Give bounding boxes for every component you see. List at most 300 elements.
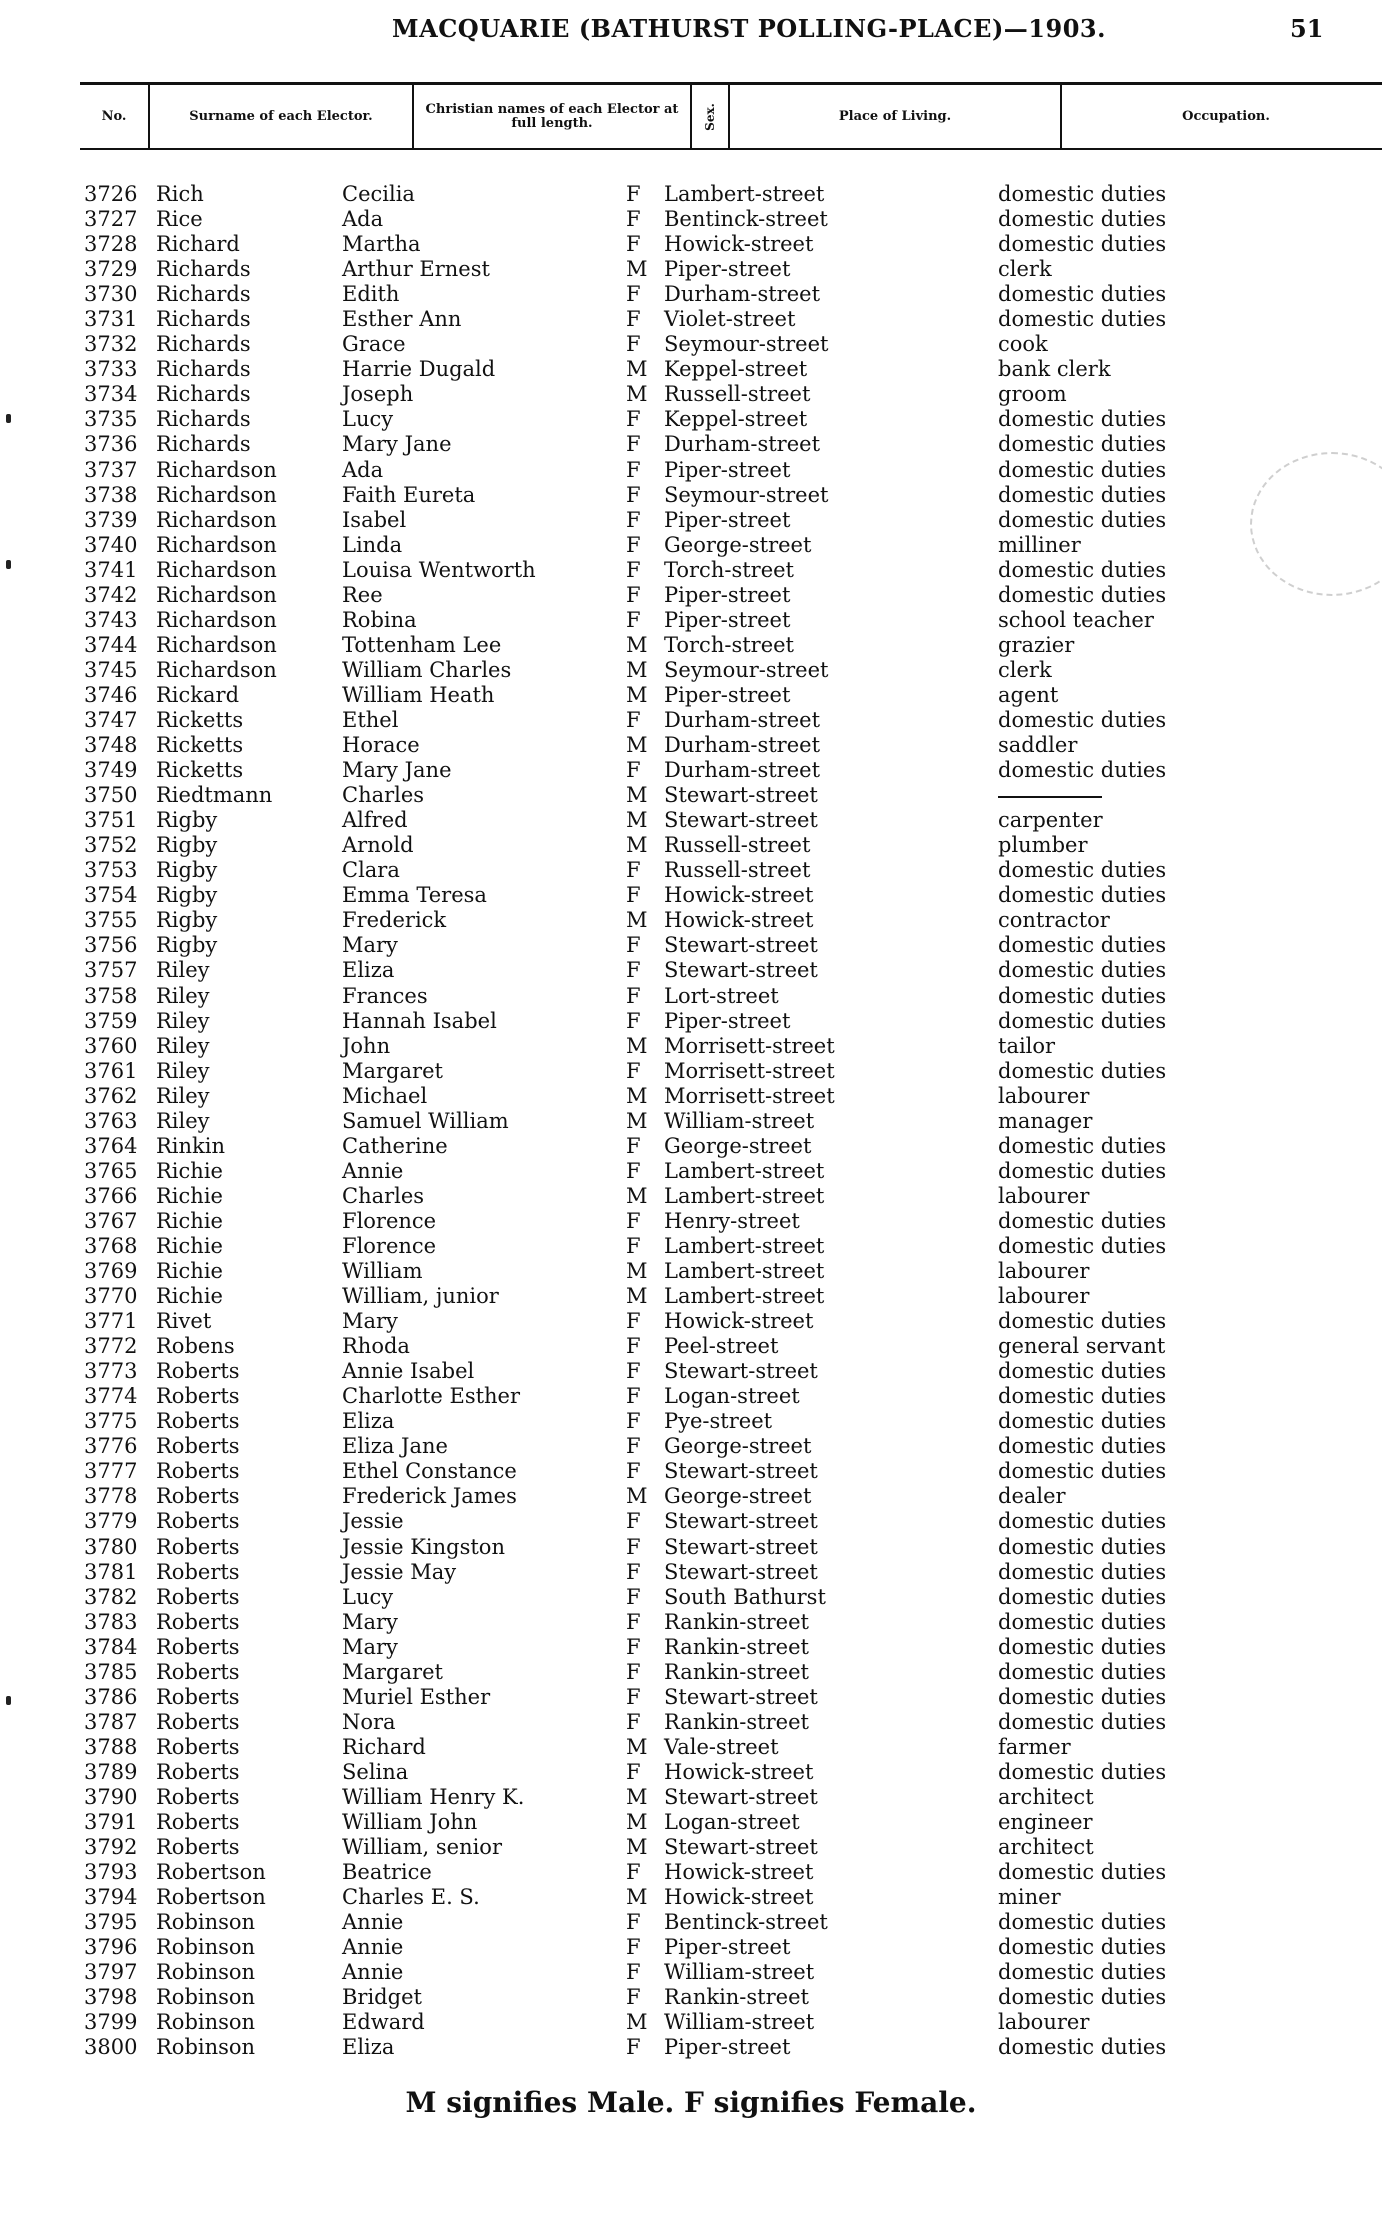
elector-christian-names: Alfred [342, 808, 408, 833]
elector-occupation: domestic duties [998, 1434, 1167, 1459]
elector-surname: Rigby [156, 883, 218, 908]
elector-christian-names: William, junior [342, 1284, 499, 1309]
table-row [0, 933, 1382, 958]
elector-place-of-living: Keppel-street [664, 407, 808, 432]
elector-number: 3727 [84, 207, 138, 232]
table-row [0, 783, 1382, 808]
elector-sex: F [626, 1684, 641, 1709]
elector-occupation: domestic duties [998, 1709, 1167, 1734]
elector-place-of-living: Piper-street [664, 507, 791, 532]
elector-christian-names: Ree [342, 582, 383, 607]
table-row [0, 508, 1382, 533]
table-row [0, 357, 1382, 382]
table-row [0, 407, 1382, 432]
elector-surname: Rigby [156, 933, 218, 958]
elector-number: 3746 [84, 682, 138, 707]
elector-place-of-living: William-street [664, 1108, 815, 1133]
elector-sex: F [626, 1935, 641, 1960]
elector-surname: Richie [156, 1208, 223, 1233]
table-row [0, 282, 1382, 307]
table-row [0, 1810, 1382, 1835]
elector-occupation: labourer [998, 1183, 1090, 1208]
elector-christian-names: Joseph [342, 382, 414, 407]
elector-sex: F [626, 1759, 641, 1784]
elector-occupation: domestic duties [998, 1233, 1167, 1258]
elector-sex: F [626, 1509, 641, 1534]
elector-place-of-living: Piper-street [664, 682, 791, 707]
elector-occupation: domestic duties [998, 582, 1167, 607]
elector-sex: F [626, 1910, 641, 1935]
elector-number: 3737 [84, 457, 138, 482]
elector-place-of-living: Logan-street [664, 1810, 800, 1835]
table-row [0, 708, 1382, 733]
elector-surname: Robinson [156, 2035, 256, 2060]
elector-sex: M [626, 783, 648, 808]
elector-surname: Richardson [156, 457, 277, 482]
elector-christian-names: Annie Isabel [342, 1359, 475, 1384]
elector-sex: F [626, 182, 641, 206]
elector-sex: F [626, 282, 641, 307]
elector-place-of-living: George-street [664, 1133, 812, 1158]
elector-number: 3759 [84, 1008, 138, 1033]
elector-sex: F [626, 1459, 641, 1484]
elector-number: 3735 [84, 407, 138, 432]
elector-sex: F [626, 1609, 641, 1634]
elector-surname: Roberts [156, 1384, 240, 1409]
elector-number: 3793 [84, 1860, 138, 1885]
elector-occupation: domestic duties [998, 1584, 1167, 1609]
elector-surname: Rice [156, 207, 203, 232]
elector-sex: F [626, 1158, 641, 1183]
table-row [0, 432, 1382, 457]
elector-sex: M [626, 1259, 648, 1284]
elector-place-of-living: Howick-street [664, 1309, 814, 1334]
elector-place-of-living: Piper-street [664, 1935, 791, 1960]
elector-surname: Ricketts [156, 733, 244, 758]
elector-surname: Riley [156, 1083, 210, 1108]
elector-occupation: domestic duties [998, 1409, 1167, 1434]
elector-number: 3776 [84, 1434, 138, 1459]
elector-sex: F [626, 958, 641, 983]
column-header-no: No. [80, 85, 150, 148]
elector-occupation: domestic duties [998, 1960, 1167, 1985]
elector-surname: Rickard [156, 682, 240, 707]
elector-surname: Roberts [156, 1785, 240, 1809]
elector-christian-names: Annie [342, 1960, 404, 1985]
elector-occupation: school teacher [998, 607, 1154, 632]
elector-sex: F [626, 232, 641, 257]
elector-occupation: domestic duties [998, 307, 1167, 332]
elector-place-of-living: Russell-street [664, 382, 811, 407]
elector-number: 3782 [84, 1584, 138, 1609]
elector-occupation: domestic duties [998, 1759, 1167, 1784]
elector-occupation: domestic duties [998, 983, 1167, 1008]
elector-surname: Richard [156, 232, 240, 257]
elector-number: 3777 [84, 1459, 138, 1484]
elector-christian-names: Richard [342, 1734, 426, 1759]
elector-christian-names: Mary [342, 1309, 398, 1334]
elector-place-of-living: Rankin-street [664, 1634, 809, 1659]
elector-occupation: domestic duties [998, 1634, 1167, 1659]
elector-number: 3739 [84, 507, 138, 532]
elector-place-of-living: Piper-street [664, 2035, 791, 2060]
table-row [0, 307, 1382, 332]
elector-surname: Roberts [156, 1509, 240, 1534]
elector-christian-names: Cecilia [342, 182, 415, 206]
elector-occupation: general servant [998, 1334, 1166, 1359]
elector-sex: M [626, 808, 648, 833]
table-row [0, 483, 1382, 508]
elector-number: 3768 [84, 1233, 138, 1258]
elector-christian-names: Selina [342, 1759, 409, 1784]
elector-occupation: architect [998, 1785, 1094, 1809]
sex-legend-footnote: M signifies Male. F signifies Female. [405, 2086, 977, 2119]
elector-sex: F [626, 432, 641, 457]
elector-christian-names: Eliza [342, 2035, 395, 2060]
elector-surname: Richie [156, 1158, 223, 1183]
elector-place-of-living: Logan-street [664, 1384, 800, 1409]
elector-surname: Rich [156, 182, 204, 206]
table-row [0, 1184, 1382, 1209]
elector-occupation: architect [998, 1835, 1094, 1860]
elector-place-of-living: Durham-street [664, 707, 821, 732]
elector-christian-names: Mary Jane [342, 758, 452, 783]
elector-surname: Roberts [156, 1534, 240, 1559]
table-row [0, 1509, 1382, 1534]
elector-place-of-living: Bentinck-street [664, 1910, 828, 1935]
elector-number: 3732 [84, 332, 138, 357]
table-row [0, 558, 1382, 583]
elector-surname: Richards [156, 407, 251, 432]
table-row [0, 2010, 1382, 2035]
elector-christian-names: Bridget [342, 1985, 422, 2010]
elector-place-of-living: Lort-street [664, 983, 779, 1008]
elector-christian-names: William [342, 1259, 423, 1284]
elector-sex: F [626, 307, 641, 332]
table-row [0, 1910, 1382, 1935]
elector-surname: Richards [156, 282, 251, 307]
table-row [0, 1009, 1382, 1034]
elector-sex: F [626, 1384, 641, 1409]
elector-number: 3755 [84, 908, 138, 933]
elector-occupation: contractor [998, 908, 1110, 933]
elector-occupation: domestic duties [998, 232, 1167, 257]
elector-number: 3771 [84, 1309, 138, 1334]
elector-christian-names: Clara [342, 858, 400, 883]
elector-christian-names: Eliza [342, 1409, 395, 1434]
elector-occupation: engineer [998, 1810, 1093, 1835]
elector-surname: Richardson [156, 607, 277, 632]
elector-sex: F [626, 983, 641, 1008]
elector-surname: Richardson [156, 632, 277, 657]
elector-number: 3744 [84, 632, 138, 657]
table-row [0, 958, 1382, 983]
table-row [0, 1334, 1382, 1359]
table-row [0, 1785, 1382, 1810]
elector-christian-names: William Heath [342, 682, 495, 707]
elector-sex: F [626, 607, 641, 632]
elector-christian-names: Charlotte Esther [342, 1384, 521, 1409]
elector-number: 3766 [84, 1183, 138, 1208]
elector-surname: Roberts [156, 1434, 240, 1459]
elector-occupation: grazier [998, 632, 1075, 657]
elector-surname: Robens [156, 1334, 235, 1359]
table-row [0, 1084, 1382, 1109]
elector-place-of-living: Howick-street [664, 1759, 814, 1784]
elector-sex: F [626, 582, 641, 607]
elector-occupation [998, 783, 1102, 808]
table-row [0, 207, 1382, 232]
table-row [0, 2035, 1382, 2060]
column-header-sex-label: Sex. [702, 102, 717, 131]
elector-christian-names: Louisa Wentworth [342, 557, 536, 582]
elector-number: 3749 [84, 758, 138, 783]
table-row [0, 1885, 1382, 1910]
elector-place-of-living: Rankin-street [664, 1709, 809, 1734]
table-row [0, 733, 1382, 758]
elector-number: 3733 [84, 357, 138, 382]
elector-surname: Richardson [156, 507, 277, 532]
elector-place-of-living: Lambert-street [664, 1233, 825, 1258]
elector-place-of-living: Seymour-street [664, 482, 829, 507]
elector-occupation: domestic duties [998, 1534, 1167, 1559]
elector-place-of-living: Torch-street [664, 632, 794, 657]
elector-sex: M [626, 1083, 648, 1108]
elector-occupation: domestic duties [998, 207, 1167, 232]
elector-place-of-living: Piper-street [664, 607, 791, 632]
elector-christian-names: William, senior [342, 1835, 502, 1860]
elector-christian-names: Margaret [342, 1659, 443, 1684]
elector-occupation: domestic duties [998, 1509, 1167, 1534]
elector-place-of-living: Howick-street [664, 1885, 814, 1910]
elector-christian-names: Faith Eureta [342, 482, 476, 507]
margin-mark [6, 560, 11, 569]
elector-occupation: clerk [998, 657, 1052, 682]
elector-sex: F [626, 1309, 641, 1334]
table-row [0, 583, 1382, 608]
elector-number: 3792 [84, 1835, 138, 1860]
elector-occupation: domestic duties [998, 883, 1167, 908]
elector-occupation: domestic duties [998, 1058, 1167, 1083]
table-row [0, 658, 1382, 683]
elector-surname: Riley [156, 1058, 210, 1083]
elector-christian-names: Charles [342, 1183, 425, 1208]
elector-sex: M [626, 1484, 648, 1509]
elector-number: 3741 [84, 557, 138, 582]
elector-place-of-living: Lambert-street [664, 1259, 825, 1284]
elector-sex: F [626, 1534, 641, 1559]
elector-sex: F [626, 457, 641, 482]
elector-number: 3734 [84, 382, 138, 407]
elector-occupation: domestic duties [998, 1659, 1167, 1684]
elector-place-of-living: Seymour-street [664, 332, 829, 357]
elector-surname: Riley [156, 958, 210, 983]
elector-number: 3758 [84, 983, 138, 1008]
elector-christian-names: Muriel Esther [342, 1684, 491, 1709]
elector-surname: Richards [156, 357, 251, 382]
elector-surname: Rigby [156, 808, 218, 833]
elector-sex: F [626, 1434, 641, 1459]
elector-christian-names: Lucy [342, 407, 394, 432]
elector-number: 3764 [84, 1133, 138, 1158]
elector-surname: Richards [156, 257, 251, 282]
elector-christian-names: Edith [342, 282, 400, 307]
elector-surname: Riedtmann [156, 783, 273, 808]
table-row [0, 1359, 1382, 1384]
elector-sex: F [626, 1709, 641, 1734]
elector-place-of-living: Rankin-street [664, 1609, 809, 1634]
elector-surname: Robertson [156, 1885, 266, 1910]
elector-sex: M [626, 1835, 648, 1860]
column-header-place: Place of Living. [730, 85, 1062, 148]
elector-christian-names: Eliza [342, 958, 395, 983]
elector-occupation: farmer [998, 1734, 1071, 1759]
elector-surname: Richie [156, 1233, 223, 1258]
elector-number: 3726 [84, 182, 138, 206]
table-row [0, 1935, 1382, 1960]
elector-place-of-living: George-street [664, 1434, 812, 1459]
elector-place-of-living: Keppel-street [664, 357, 808, 382]
elector-number: 3753 [84, 858, 138, 883]
elector-number: 3797 [84, 1960, 138, 1985]
elector-occupation: bank clerk [998, 357, 1111, 382]
elector-occupation: domestic duties [998, 707, 1167, 732]
elector-number: 3784 [84, 1634, 138, 1659]
table-row [0, 1710, 1382, 1735]
elector-occupation: labourer [998, 1259, 1090, 1284]
elector-christian-names: Mary [342, 1634, 398, 1659]
elector-number: 3767 [84, 1208, 138, 1233]
table-row [0, 1484, 1382, 1509]
elector-surname: Richie [156, 1259, 223, 1284]
elector-surname: Riley [156, 1033, 210, 1058]
elector-number: 3765 [84, 1158, 138, 1183]
elector-sex: M [626, 1810, 648, 1835]
elector-place-of-living: Stewart-street [664, 1459, 818, 1484]
elector-christian-names: Samuel William [342, 1108, 509, 1133]
elector-occupation: domestic duties [998, 1359, 1167, 1384]
elector-number: 3791 [84, 1810, 138, 1835]
elector-surname: Rinkin [156, 1133, 226, 1158]
elector-place-of-living: Lambert-street [664, 1158, 825, 1183]
elector-place-of-living: Rankin-street [664, 1659, 809, 1684]
elector-place-of-living: Russell-street [664, 833, 811, 858]
elector-place-of-living: George-street [664, 1484, 812, 1509]
table-row [0, 232, 1382, 257]
table-row [0, 1409, 1382, 1434]
elector-occupation: domestic duties [998, 858, 1167, 883]
elector-surname: Roberts [156, 1835, 240, 1860]
elector-surname: Roberts [156, 1634, 240, 1659]
elector-christian-names: Mary [342, 1609, 398, 1634]
elector-number: 3760 [84, 1033, 138, 1058]
elector-number: 3754 [84, 883, 138, 908]
elector-sex: M [626, 1734, 648, 1759]
elector-sex: M [626, 2010, 648, 2035]
elector-surname: Roberts [156, 1359, 240, 1384]
elector-occupation: groom [998, 382, 1067, 407]
elector-sex: F [626, 1334, 641, 1359]
elector-surname: Robinson [156, 1910, 256, 1935]
elector-occupation: domestic duties [998, 1384, 1167, 1409]
elector-christian-names: Horace [342, 733, 420, 758]
elector-sex: M [626, 632, 648, 657]
elector-place-of-living: Piper-street [664, 582, 791, 607]
elector-occupation: domestic duties [998, 2035, 1167, 2060]
elector-surname: Rigby [156, 858, 218, 883]
table-row [0, 1459, 1382, 1484]
elector-christian-names: Margaret [342, 1058, 443, 1083]
elector-sex: F [626, 1359, 641, 1384]
elector-sex: F [626, 1985, 641, 2010]
elector-surname: Roberts [156, 1659, 240, 1684]
elector-number: 3798 [84, 1985, 138, 2010]
elector-occupation: tailor [998, 1033, 1056, 1058]
elector-occupation: domestic duties [998, 507, 1167, 532]
elector-number: 3775 [84, 1409, 138, 1434]
elector-christian-names: Ethel [342, 707, 399, 732]
elector-sex: F [626, 1559, 641, 1584]
table-row [0, 257, 1382, 282]
elector-occupation: carpenter [998, 808, 1103, 833]
elector-number: 3738 [84, 482, 138, 507]
elector-christian-names: Ada [342, 457, 384, 482]
table-row [0, 808, 1382, 833]
elector-place-of-living: Stewart-street [664, 958, 818, 983]
elector-christian-names: Frederick James [342, 1484, 517, 1509]
elector-sex: F [626, 1233, 641, 1258]
elector-christian-names: Martha [342, 232, 421, 257]
table-row [0, 1384, 1382, 1409]
elector-number: 3763 [84, 1108, 138, 1133]
elector-surname: Richardson [156, 557, 277, 582]
elector-surname: Richards [156, 332, 251, 357]
elector-surname: Roberts [156, 1559, 240, 1584]
elector-christian-names: Annie [342, 1935, 404, 1960]
elector-christian-names: John [342, 1033, 391, 1058]
elector-number: 3772 [84, 1334, 138, 1359]
elector-christian-names: Edward [342, 2010, 425, 2035]
elector-number: 3786 [84, 1684, 138, 1709]
table-row [0, 683, 1382, 708]
elector-sex: F [626, 1659, 641, 1684]
elector-number: 3762 [84, 1083, 138, 1108]
elector-place-of-living: Howick-street [664, 883, 814, 908]
elector-occupation: domestic duties [998, 482, 1167, 507]
elector-sex: F [626, 482, 641, 507]
elector-number: 3729 [84, 257, 138, 282]
elector-sex: F [626, 933, 641, 958]
elector-sex: F [626, 707, 641, 732]
elector-number: 3783 [84, 1609, 138, 1634]
elector-number: 3761 [84, 1058, 138, 1083]
elector-sex: F [626, 1208, 641, 1233]
column-header-sex [692, 85, 730, 148]
elector-number: 3747 [84, 707, 138, 732]
elector-christian-names: Emma Teresa [342, 883, 487, 908]
table-row [0, 1059, 1382, 1084]
table-row [0, 1635, 1382, 1660]
elector-occupation: dealer [998, 1484, 1066, 1509]
elector-surname: Robinson [156, 2010, 256, 2035]
elector-number: 3757 [84, 958, 138, 983]
table-row [0, 1585, 1382, 1610]
elector-surname: Roberts [156, 1759, 240, 1784]
elector-place-of-living: Stewart-street [664, 1785, 818, 1809]
elector-sex: F [626, 2035, 641, 2060]
elector-place-of-living: Howick-street [664, 232, 814, 257]
elector-christian-names: Grace [342, 332, 406, 357]
